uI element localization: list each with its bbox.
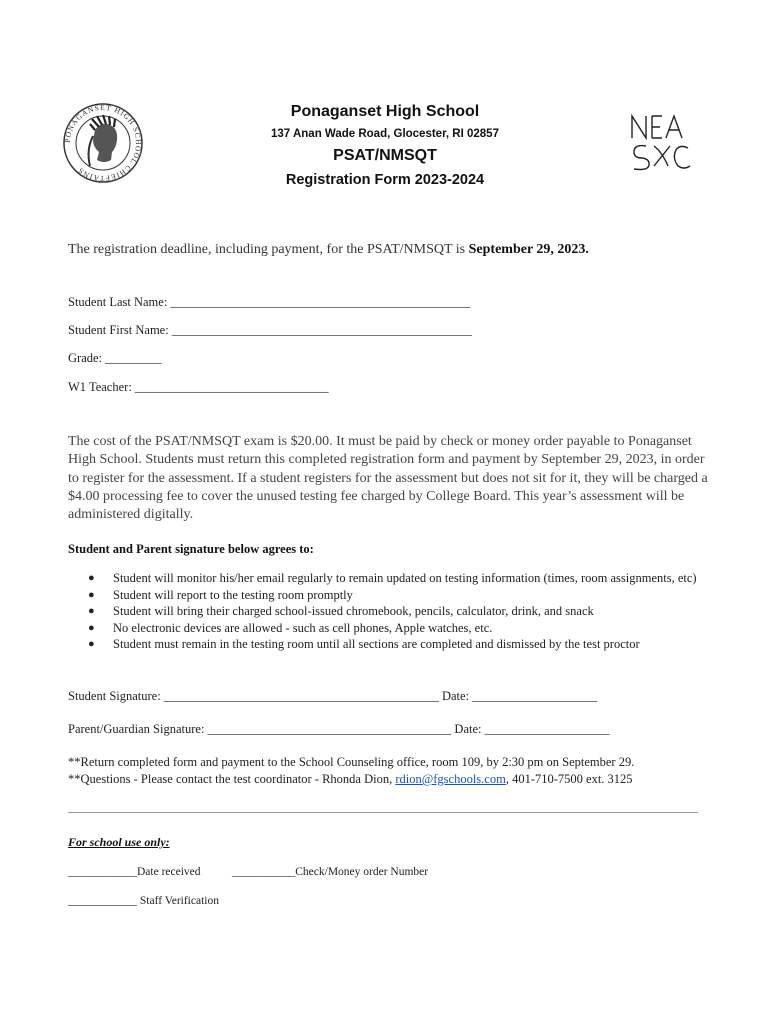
date-received-blank[interactable]: ____________ xyxy=(68,866,137,878)
student-last-name-field[interactable] xyxy=(68,295,470,310)
field-blank[interactable]: ________________________________________________ xyxy=(171,323,472,337)
date-received-row xyxy=(68,866,201,878)
questions-prefix: **Questions - Please contact the test coordinator - Rhonda Dion, xyxy=(68,772,396,786)
date-label: Date: xyxy=(438,689,473,703)
w1-teacher-field[interactable] xyxy=(68,380,329,395)
return-note: **Return completed form and payment to the School Counseling office, room 109, by 2:30 pm on September 29. xyxy=(68,755,635,769)
parent-signature-line[interactable]: _______________________________________ xyxy=(207,722,452,736)
check-number-label: Check/Money order Number xyxy=(295,866,429,878)
field-label: Grade: xyxy=(68,351,106,365)
field-blank[interactable]: ________________________________________________ xyxy=(170,295,471,309)
seal-text: PONAGANSET HIGH SCHOOL CHIEFTAINS xyxy=(62,102,144,184)
cost-paragraph: The cost of the PSAT/NMSQT exam is $20.00. It must be paid by check or money order payable to Ponaganset High School. Students must return this completed registration form and payment by September 29, 2023, in order to register for the assessment. If a student registers for the assessment but does not sit for it, they will be charged a $4.00 processing fee to cover the unused testing fee charged by College Board. This year’s assessment will be administered digitally. xyxy=(68,434,708,523)
registration-deadline xyxy=(68,242,589,258)
parent-signature-row[interactable] xyxy=(68,722,610,737)
list-item: ● Student will report to the testing room promptly xyxy=(88,587,708,604)
field-label: Student First Name: xyxy=(68,323,172,337)
list-item: ● Student must remain in the testing room until all sections are completed and dismissed by the test proctor xyxy=(88,636,708,653)
field-label: Student Last Name: xyxy=(68,295,171,309)
form-subtitle: Registration Form 2023-2024 xyxy=(285,172,485,188)
questions-suffix: , 401-710-7500 ext. 3125 xyxy=(505,772,633,786)
school-name: Ponaganset High School xyxy=(290,103,480,120)
list-item: ● Student will monitor his/her email regularly to remain updated on testing information (times, room assignments, etc) xyxy=(88,570,708,587)
check-number-blank[interactable]: ___________ xyxy=(232,866,296,878)
grade-field[interactable] xyxy=(68,351,161,366)
coordinator-email-link[interactable]: rdion@fgschools.com xyxy=(395,772,506,786)
list-item: ● No electronic devices are allowed - such as cell phones, Apple watches, etc. xyxy=(88,620,708,637)
office-use-heading: For school use only: xyxy=(68,835,170,849)
questions-note xyxy=(68,772,633,787)
signature-label: Parent/Guardian Signature: xyxy=(68,722,208,736)
school-address: 137 Anan Wade Road, Glocester, RI 02857 xyxy=(271,128,499,140)
staff-verification-blank[interactable]: ____________ xyxy=(68,895,137,907)
agreement-heading: Student and Parent signature below agrees to: xyxy=(68,542,314,556)
field-label: W1 Teacher: xyxy=(68,380,135,394)
deadline-text: The registration deadline, including payment, for the PSAT/NMSQT is xyxy=(68,242,469,257)
staff-verification-label: Staff Verification xyxy=(137,895,219,907)
form-title: PSAT/NMSQT xyxy=(333,147,437,164)
deadline-date: September 29, 2023. xyxy=(468,242,589,257)
date-label: Date: xyxy=(451,722,485,736)
parent-date-line[interactable]: ____________________ xyxy=(484,722,610,736)
signature-label: Student Signature: xyxy=(68,689,164,703)
check-number-row xyxy=(232,866,428,878)
agreement-list xyxy=(88,570,708,653)
date-received-label: Date received xyxy=(137,866,201,878)
student-signature-row[interactable] xyxy=(68,689,597,704)
student-first-name-field[interactable] xyxy=(68,323,472,338)
divider xyxy=(68,812,698,813)
field-blank[interactable]: _______________________________ xyxy=(134,380,329,394)
staff-verification-row xyxy=(68,895,219,907)
list-item: ● Student will bring their charged school-issued chromebook, pencils, calculator, drink, and snack xyxy=(88,603,708,620)
student-signature-line[interactable]: ____________________________________________ xyxy=(163,689,439,703)
field-blank[interactable]: _________ xyxy=(105,351,162,365)
student-date-line[interactable]: ____________________ xyxy=(472,689,598,703)
